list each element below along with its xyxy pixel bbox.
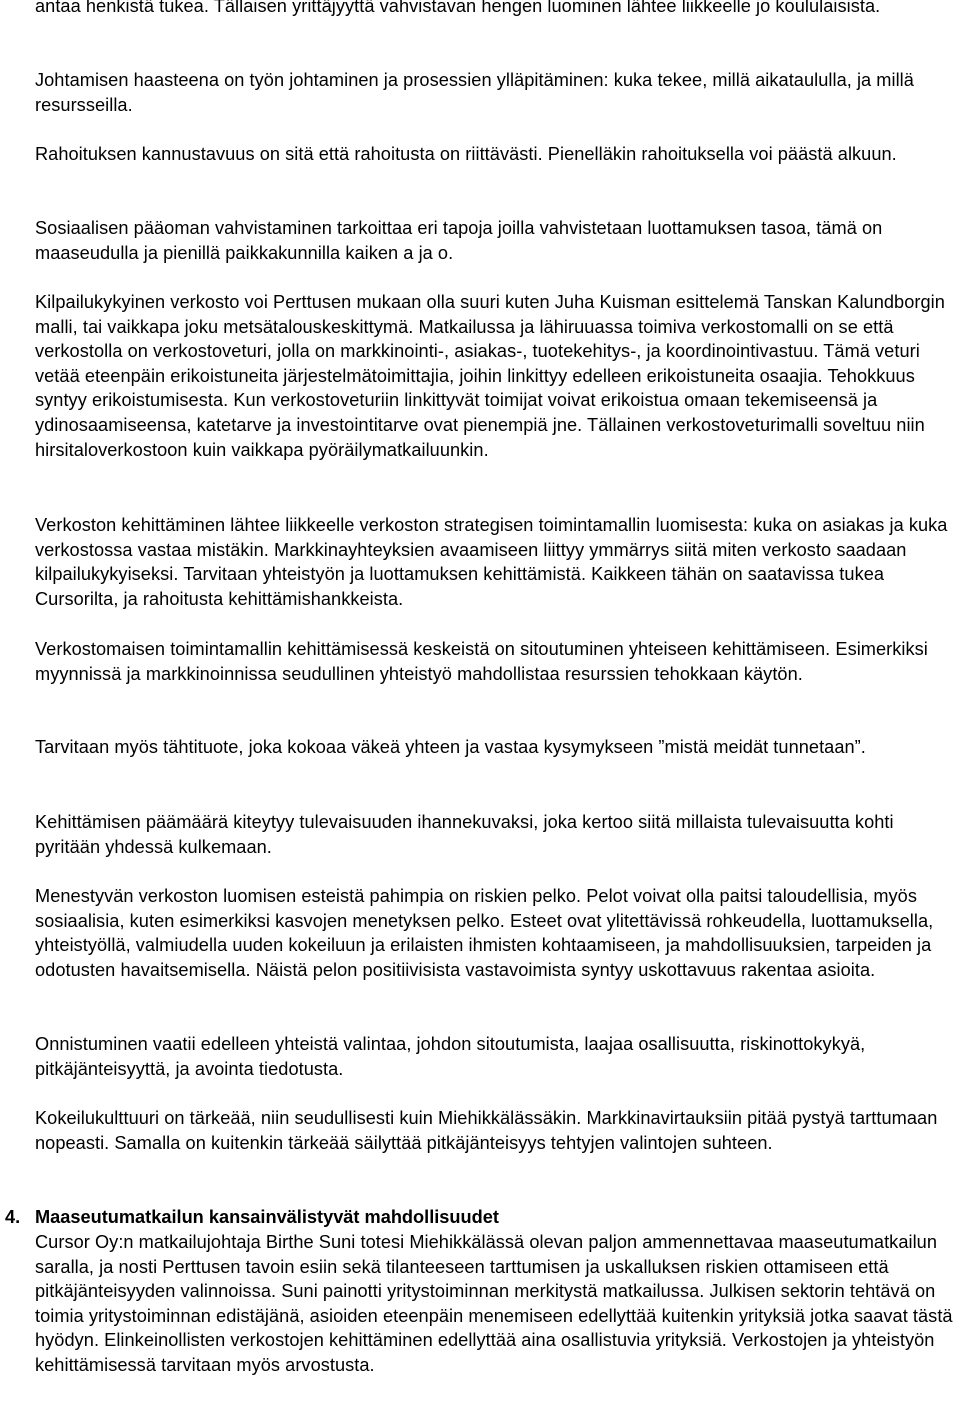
paragraph-7: Verkostomaisen toimintamallin kehittämisessä keskeistä on sitoutuminen yhteiseen kehittämiseen. Esimerkiksi myynnissä ja markkinoinnissa seudullinen yhteistyö mahdollistaa resurssien tehokkaan käytön. bbox=[35, 639, 928, 684]
paragraph-5: Kilpailukykyinen verkosto voi Perttusen mukaan olla suuri kuten Juha Kuisman esittelemä Tanskan Kalundborgin malli, tai vaikkapa joku metsätalouskeskittymä. Matkailussa ja lähiruuassa toimiva verkostomalli on se että verkostolla on verkostoveturi, jolla on markkinointi-, asiakas-, tuotekehitys-, ja koordinointivastuu. Tämä veturi vetää eteenpäin erikoistuneita järjestelmätoimittajia, joihin linkittyy edelleen erikoistuneita osaajia. Tehokkuus syntyy erikoistumisesta. Kun verkostoveturiin linkittyvät toimijat voivat erikoistua omaan tekemiseensä ja ydinosaamiseensa, katetarve ja investointitarve ovat pienempiä jne. Tällainen verkostoveturimalli soveltuu niin hirsitaloverkostoon kuin vaikkapa pyöräilymatkailuunkin. bbox=[35, 292, 945, 460]
section-heading bbox=[0, 1205, 960, 1230]
paragraph-9: Kehittämisen päämäärä kiteytyy tulevaisuuden ihannekuvaksi, joka kertoo siitä millaista tulevaisuutta kohti pyritään yhdessä kulkemaan. bbox=[35, 812, 894, 857]
section-title: Maaseutumatkailun kansainvälistyvät mahdollisuudet bbox=[35, 1207, 499, 1227]
paragraph-3: Rahoituksen kannustavuus on sitä että rahoitusta on riittävästi. Pienelläkin rahoituksella voi päästä alkuun. bbox=[35, 144, 897, 164]
section-number: 4. bbox=[5, 1207, 21, 1227]
paragraph-11: Onnistuminen vaatii edelleen yhteistä valintaa, johdon sitoutumista, laajaa osallisuutta, riskinottokykyä, pitkäjänteisyyttä, ja avointa tiedotusta. bbox=[35, 1034, 866, 1079]
paragraph-4: Sosiaalisen pääoman vahvistaminen tarkoittaa eri tapoja joilla vahvistetaan luottamuksen tasoa, tämä on maaseudulla ja pienillä paikkakunnilla kaiken a ja o. bbox=[35, 218, 883, 263]
paragraph-12: Kokeilukulttuuri on tärkeää, niin seudullisesti kuin Miehikkälässäkin. Markkinavirtauksiin pitää pystyä tarttumaan nopeasti. Samalla on kuitenkin tärkeää säilyttää pitkäjänteisyys tehtyjen valintojen suhteen. bbox=[35, 1108, 938, 1153]
paragraph-10: Menestyvän verkoston luomisen esteistä pahimpia on riskien pelko. Pelot voivat olla paitsi taloudellisia, myös sosiaalisia, kuten esimerkiksi kasvojen menetyksen pelko. Esteet ovat ylitettävissä rohkeudella, luottamuksella, yhteistyöllä, valmiudella uuden kokeiluun ja erilaisten ihmisten kohtaamiseen, ja mahdollisuuksien, tarpeiden ja odotusten havaitsemisella. Näistä pelon positiivisista vastavoimista syntyy uskottavuus rakentaa asioita. bbox=[35, 886, 934, 980]
paragraph-6: Verkoston kehittäminen lähtee liikkeelle verkoston strategisen toimintamallin luomisesta: kuka on asiakas ja kuka verkostossa vastaa mistäkin. Markkinayhteyksien avaamiseen liittyy ymmärrys siitä miten verkosto saadaan kilpailukykyiseksi. Tarvitaan yhteistyön ja luottamuksen kehittämistä. Kaikkeen tähän on saatavissa tukea Cursorilta, ja rahoitusta kehittämishankkeista. bbox=[35, 515, 948, 609]
paragraph-1: antaa henkistä tukea. Tällaisen yrittäjyyttä vahvistavan hengen luominen lähtee liikkeelle jo koululaisista. bbox=[35, 0, 881, 16]
section-body: Cursor Oy:n matkailujohtaja Birthe Suni totesi Miehikkälässä olevan paljon ammennettavaa maaseutumatkailun saralla, ja nosti Perttusen tavoin esiin sekä tilanteeseen tarttumisen ja uskalluksen riskien ottamiseen että pitkäjänteisyyden valinnoissa. Suni painotti yritystoiminnan merkitystä matkailussa. Julkisen sektorin tehtävä on toimia yritystoiminnan edistäjänä, asioiden eteenpäin menemiseen edellyttää kuitenkin yrityksiä jotka saavat tästä hyödyn. Elinkeinollisten verkostojen kehittäminen edellyttää aina osallistuvia yrityksiä. Verkostojen ja yhteistyön kehittämisessä tarvitaan myös arvostusta. bbox=[35, 1232, 953, 1375]
paragraph-2: Johtamisen haasteena on työn johtaminen ja prosessien ylläpitäminen: kuka tekee, millä aikataululla, ja millä resursseilla. bbox=[35, 70, 914, 115]
paragraph-8: Tarvitaan myös tähtituote, joka kokoaa väkeä yhteen ja vastaa kysymykseen ”mistä meidät tunnetaan”. bbox=[35, 737, 866, 757]
